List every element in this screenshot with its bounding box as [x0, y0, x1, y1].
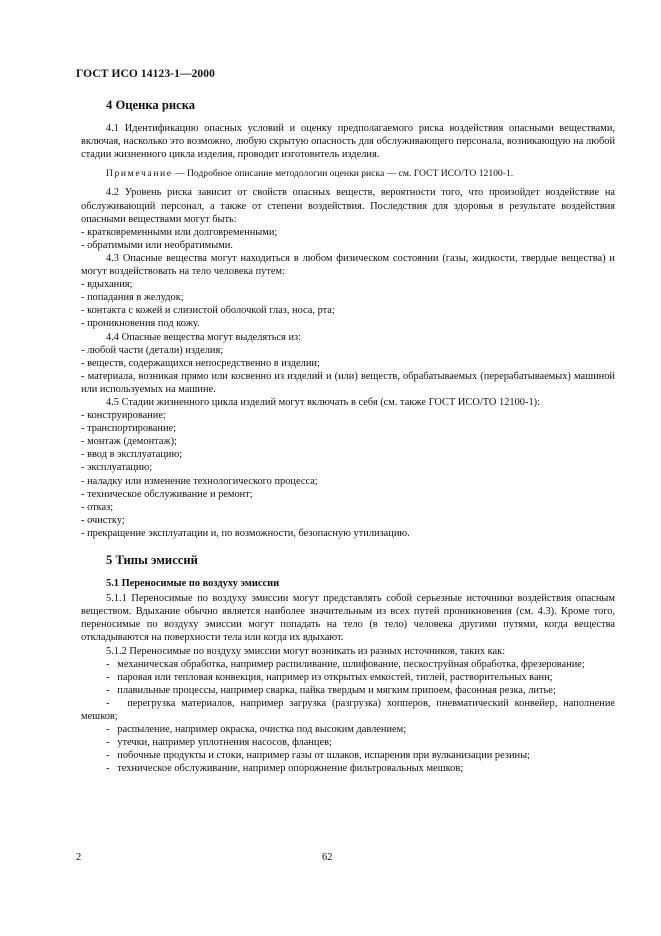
- list-item: - материала, возникая прямо или косвенно из изделий и (или) веществ, обрабатываемых (перерабатываемых) машиной или используемых на машине.: [81, 370, 615, 396]
- paragraph-5-1-1: 5.1.1 Переносимые по воздуху эмиссии могут представлять собой серьезные источники воздействия опасным веществом. Вдыхание обычно является наиболее значительным из всех путей проникновения (см. 4.3). Кроме того, переносимые по воздуху эмиссии могут попадать на тело (в тело) человека другими путями, когда вещества откладываются на поверхности тела или когда их вдыхают.: [81, 593, 615, 644]
- list-item: - любой части (детали) изделия;: [81, 344, 615, 357]
- list-4-2: [81, 226, 615, 252]
- list-item: - распыление, например окраска, очистка под высоким давлением;: [81, 723, 615, 736]
- list-item: - прекращение эксплуатации и, по возможности, безопасную утилизацию.: [81, 527, 615, 540]
- list-4-4: [81, 344, 615, 396]
- list-item: - ввод в эксплуатацию;: [81, 448, 615, 461]
- list-item: - вдыхания;: [81, 278, 615, 291]
- paragraph-5-1-2: 5.1.2 Переносимые по воздуху эмиссии могут возникать из разных источников, таких как:: [106, 645, 506, 657]
- page-number-center: 62: [322, 852, 333, 863]
- paragraph-4-4: 4.4 Опасные вещества могут выделяться из:: [106, 331, 302, 343]
- list-item: - плавильные процессы, например сварка, пайка твердым и мягким припоем, фасонная резка, литье;: [81, 684, 615, 697]
- section-4-title: 4 Оценка риска: [106, 98, 196, 112]
- paragraph-4-1: 4.1 Идентификацию опасных условий и оценку предполагаемого риска воздействия опасными веществами, включая, насколько это возможно, любую скрытую опасность для обслуживающего персонала, возникающую на любой стадии жизненного цикла изделия, проводит изготовитель изделия.: [81, 123, 615, 161]
- list-item: - техническое обслуживание и ремонт;: [81, 488, 615, 501]
- subsection-5-1-title: 5.1 Переносимые по воздуху эмиссии: [106, 578, 280, 590]
- list-item: - контакта с кожей и слизистой оболочкой глаз, носа, рта;: [81, 304, 615, 317]
- list-item: - монтаж (демонтаж);: [81, 435, 615, 448]
- document-body: [81, 99, 615, 776]
- list-item: - утечки, например уплотнения насосов, фланцев;: [81, 736, 615, 749]
- section-5-title: 5 Типы эмиссий: [106, 553, 198, 567]
- list-5-1-2: [81, 658, 615, 776]
- note-text: — Подробное описание методологии оценки риска — см. ГОСТ ИСО/ТО 12100-1.: [172, 168, 514, 180]
- list-item: - наладку или изменение технологического процесса;: [81, 475, 615, 488]
- page-number-left: 2: [76, 852, 82, 863]
- paragraph-4-5: 4.5 Стадии жизненного цикла изделий могут включать в себя (см. также ГОСТ ИСО/ТО 12100-1):: [106, 396, 541, 408]
- standard-header: ГОСТ ИСО 14123-1—2000: [76, 68, 215, 80]
- list-item: - паровая или тепловая конвекция, например из открытых емкостей, тиглей, растворительных ванн;: [81, 671, 615, 684]
- list-item: - техническое обслуживание, например опорожнение фильтровальных мешков;: [81, 762, 615, 775]
- list-item: - проникновения под кожу.: [81, 317, 615, 330]
- list-item: - механическая обработка, например распиливание, шлифование, пескоструйная обработка, фрезерование;: [81, 658, 615, 671]
- paragraph-4-2: 4.2 Уровень риска зависит от свойств опасных веществ, вероятности того, что произойдет воздействие на обслуживающий персонал, а также от степени воздействия. Последствия для здоровья в результате воздействия опасными веществами могут быть:: [81, 187, 615, 225]
- list-item: - конструирование;: [81, 409, 615, 422]
- list-item: - попадания в желудок;: [81, 291, 615, 304]
- list-item: - отказ;: [81, 501, 615, 514]
- list-item: - кратковременными или долговременными;: [81, 226, 615, 239]
- note: [106, 167, 615, 180]
- list-item: - обратимыми или необратимыми.: [81, 239, 615, 252]
- list-4-5: [81, 409, 615, 540]
- list-item: - очистку;: [81, 514, 615, 527]
- paragraph-4-3: 4.3 Опасные вещества могут находиться в любом физическом состоянии (газы, жидкости, твердые вещества) и могут воздействовать на тело человека путем:: [81, 252, 615, 278]
- list-item: - транспортирование;: [81, 422, 615, 435]
- note-label: Примечание: [106, 168, 173, 180]
- list-item: - эксплуатацию;: [81, 461, 615, 474]
- list-item: - перегрузка материалов, например загрузка (разгрузка) хопперов, пневматический конвейер, наполнение мешков;: [81, 697, 615, 723]
- list-item: - побочные продукты и стоки, например газы от шлаков, испарения при вулканизации резины;: [81, 749, 615, 762]
- list-item: - веществ, содержащихся непосредственно в изделии;: [81, 357, 615, 370]
- list-4-3: [81, 278, 615, 330]
